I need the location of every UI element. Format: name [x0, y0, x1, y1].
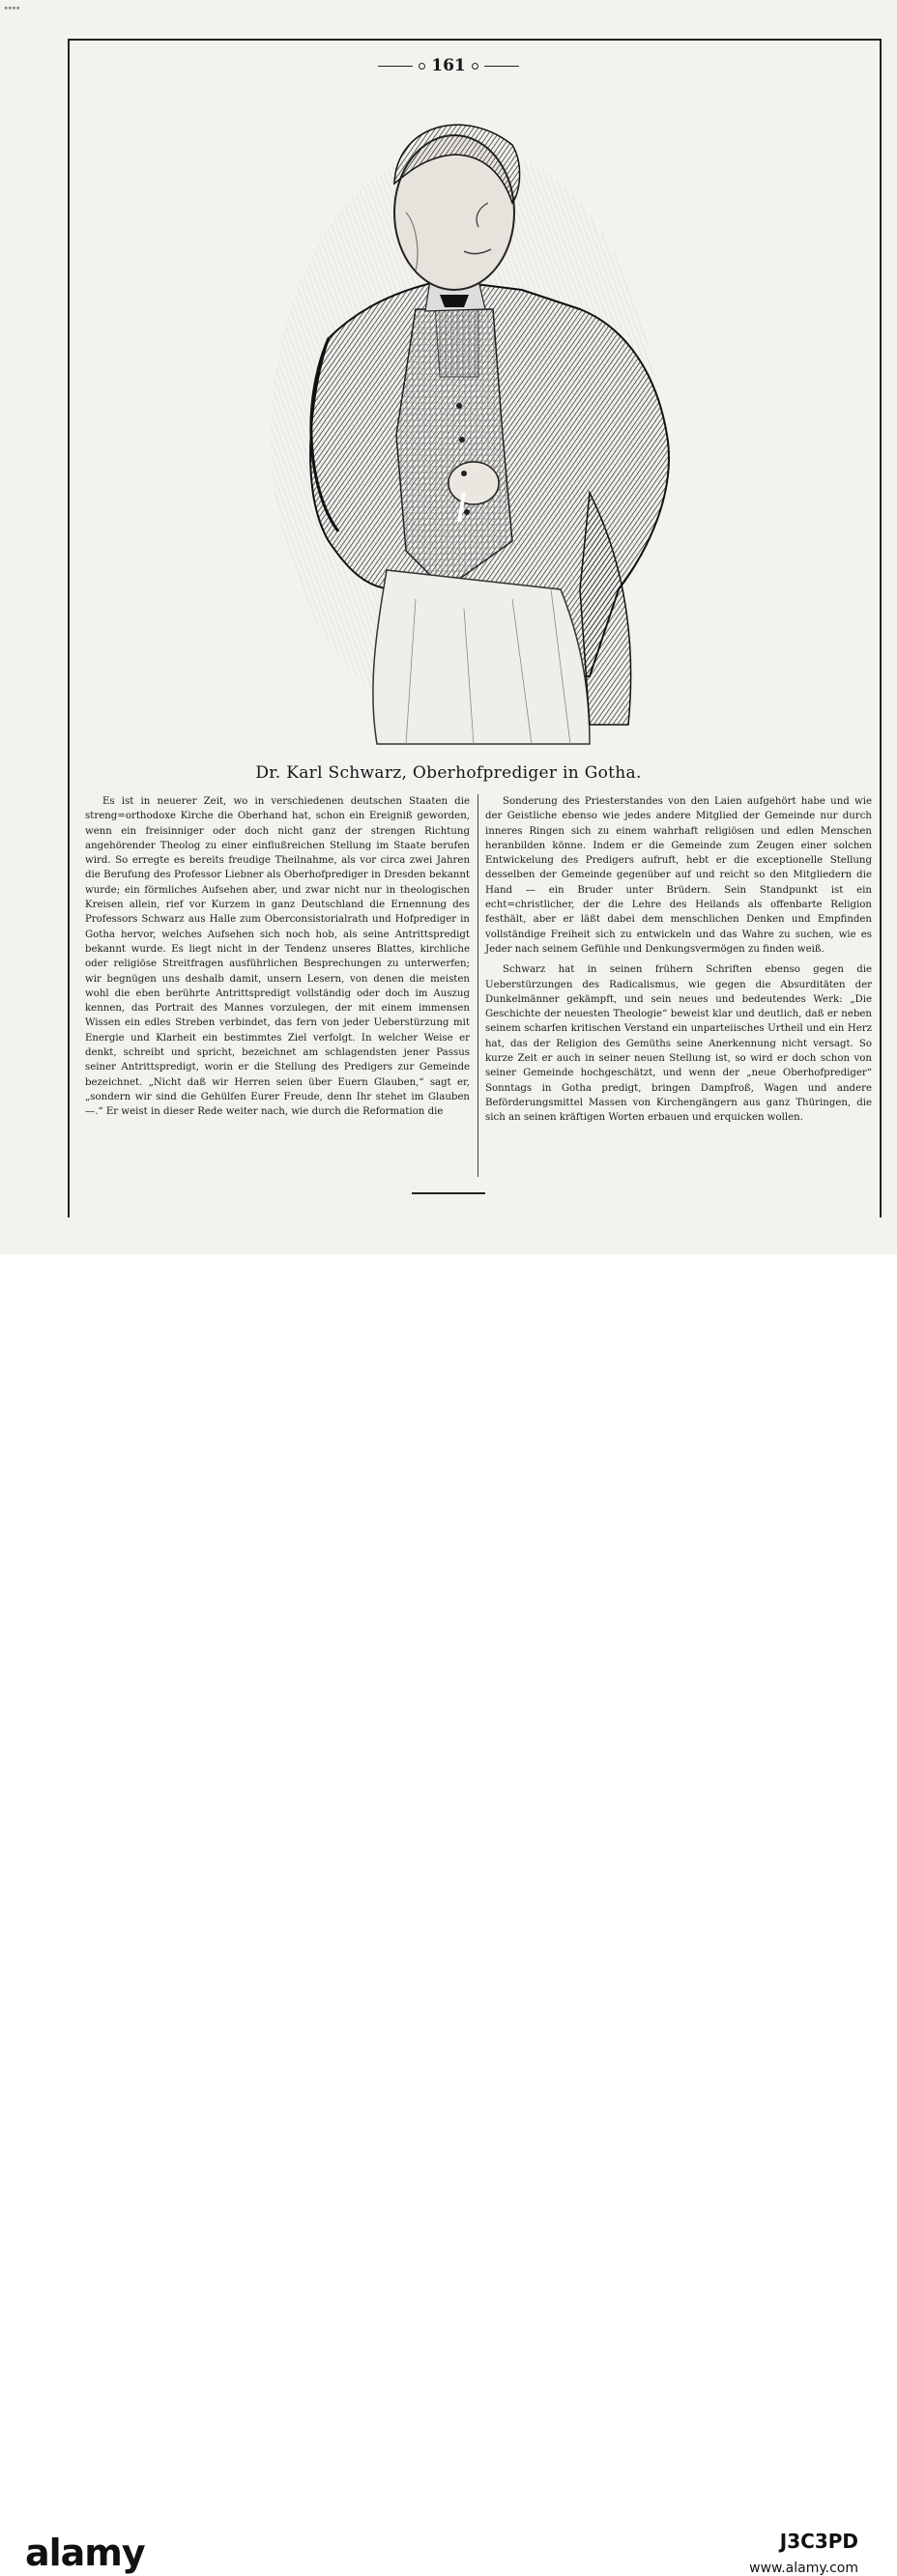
page-number-text: 161: [431, 56, 466, 75]
image-id: J3C3PD: [779, 2530, 858, 2553]
article-paragraph: Sonderung des Priesterstandes von den Laien aufgehört habe und wie der Geistliche ebenso wie jedes andere Mitglied der Gemeinde nur durch inneres Ringen sich zu einem wahrhaft religiösen und edlen Menschen heranbilden könne. Indem er die Gemeinde zum Zeugen einer solchen Entwickelung des Predigers aufruft, hebt er die exceptionelle Stellung desselben der Gemeinde gegenüber auf und reicht so den Mitgliedern die Hand — ein Bruder unter Brüdern. Sein Standpunkt ist ein echt=christlicher, der die Lehre des Heilands als offenbarte Religion festhält, aber er läßt dabei dem menschlichen Denken und Empfinden vollständige Freiheit sich zu entwickeln und das Wahre zu suchen, wie es Jeder nach seinem Gefühle und Denkungsvermögen zu finden weiß.: [485, 796, 872, 955]
page-frame-left: [68, 39, 70, 1217]
article-left-column: [85, 794, 470, 1126]
column-divider: [477, 794, 478, 1177]
article-end-rule: [412, 1192, 485, 1194]
brand-logo: alamy: [25, 2532, 145, 2574]
margin-mark: ▪▪▪▪: [4, 4, 20, 12]
article-right-column: [485, 794, 872, 1131]
watermark-strip: [0, 1254, 897, 2576]
article-paragraph: Schwarz hat in seinen frühern Schriften ebenso gegen die Ueberstürzungen des Radicalismus, wie gegen die Absurditäten der Dunkelmänner gekämpft, und sein neues und bedeutendes Werk: „Die Geschichte der neuesten Theologie“ beweist klar und deutlich, daß er neben seinem scharfen kritischen Verstand ein unparteiisches Urtheil und ein Herz hat, das der Religion des Gemüths seine Anerkennung nicht versagt. So kurze Zeit er auch in seiner neuen Stellung ist, so wird er doch schon von seiner Gemeinde hochgeschätzt, und wenn der „neue Oberhofprediger“ Sonntags in Gotha predigt, bringen Dampfroß, Wagen und andere Beförderungsmittel Massen von Kirchengängern aus ganz Thüringen, die sich an seinen kräftigen Worten erbauen und erquicken wollen.: [485, 964, 872, 1124]
portrait-engraving: [271, 87, 677, 754]
page-frame-right: [880, 39, 882, 1217]
watermark-url: www.alamy.com: [749, 2561, 858, 2576]
portrait-caption: Dr. Karl Schwarz, Oberhofprediger in Gotha.: [255, 763, 642, 783]
article-paragraph: Es ist in neuerer Zeit, wo in verschiedenen deutschen Staaten die streng=orthodoxe Kirche die Oberhand hat, schon ein Ereigniß geworden, wenn ein freisinniger oder doch nicht ganz der strengen Richtung angehörender Theolog zu einer einflußreichen Stellung im Staate berufen wird. So erregte es bereits freudige Theilnahme, als vor circa zwei Jahren die Berufung des Professor Liebner als Oberhofprediger in Dresden bekannt wurde; ein förmliches Aufsehen aber, und zwar nicht nur in theologischen Kreisen allein, rief vor Kurzem in ganz Deutschland die Ernennung des Professors Schwarz aus Halle zum Oberconsistorialrath und Hofprediger in Gotha hervor, welches Aufsehen sich noch hob, als seine Antrittspredigt bekannt wurde. Es liegt nicht in der Tendenz unseres Blattes, kirchliche oder religiöse Streitfragen ausführlichen Besprechungen zu unterwerfen; wir begnügen uns deshalb damit, unsern Lesern, von denen die meisten wohl die eben berührte Antrittspredigt vollständig oder doch im Auszug kennen, das Portrait des Mannes vorzulegen, der mit einem immensen Wissen ein edles Streben verbindet, das fern von jeder Ueberstürzung mit Energie und Klarheit ein bestimmtes Ziel verfolgt. In welcher Weise er denkt, schreibt und spricht, bezeichnet am schlagendsten jener Passus seiner Antrittspredigt, worin er die Stellung des Predigers zur Gemeinde bezeichnet. „Nicht daß wir Herren seien über Euern Glauben,“ sagt er, „sondern wir sind die Gehülfen Eurer Freude, denn Ihr stehet im Glauben —.“ Er weist in dieser Rede weiter nach, wie durch die Reformation die: [85, 796, 470, 1118]
newspaper-page: [0, 0, 897, 1254]
page-number: [0, 56, 897, 75]
page-frame-top: [68, 39, 882, 41]
